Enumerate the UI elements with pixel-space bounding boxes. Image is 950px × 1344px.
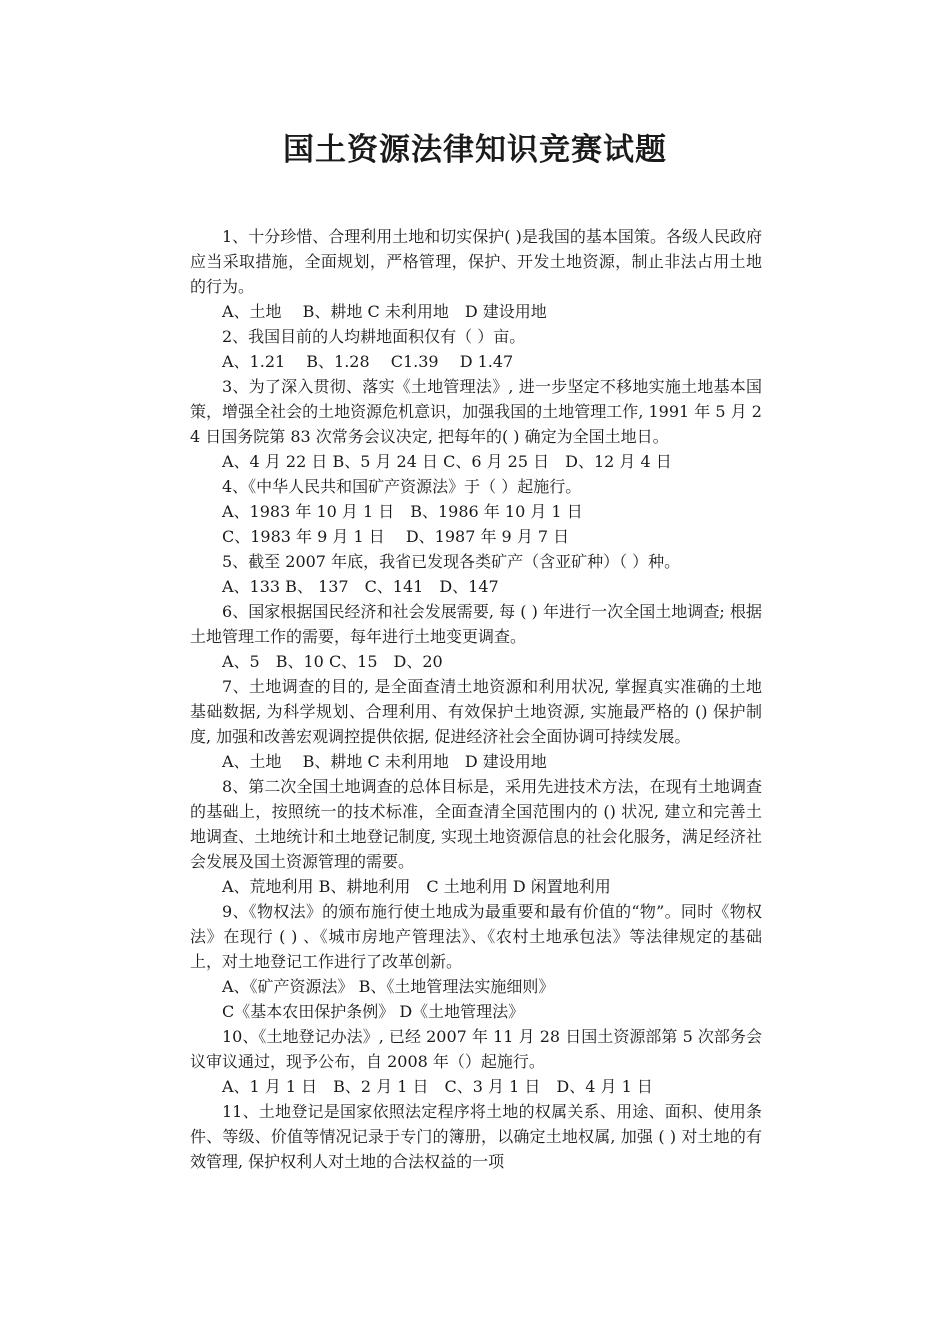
question-8: 8、第二次全国土地调查的总体目标是，采用先进技术方法，在现有土地调查的基础上，按照统一的技术标准，全面查清全国范围内的 () 状况, 建立和完善土地调查、土地统计和土地登记制度, 实现土地资源信息的社会化服务，满足经济社会发展及国土资源管理的需要。 [190,777,762,871]
question-6: 6、国家根据国民经济和社会发展需要, 每 ( ) 年进行一次全国土地调查; 根据土地管理工作的需要，每年进行土地变更调查。 [190,602,762,646]
question-11: 11、土地登记是国家依照法定程序将土地的权属关系、用途、面积、使用条件、等级、价值等情况记录于专门的簿册，以确定土地权属, 加强 ( ) 对土地的有效管理, 保护权利人对土地的合法权益的一项 [190,1102,762,1171]
question-4: 4、《中华人民共和国矿产资源法》于（ ）起施行。 [222,477,582,496]
question-5: 5、截至 2007 年底，我省已发现各类矿产（含亚矿种）（ ）种。 [222,552,681,571]
question-9-options-c-d: C《基本农田保护条例》 D《土地管理法》 [222,1002,525,1021]
question-4-options-a-b: A、1983 年 10 月 1 日 B、1986 年 10 月 1 日 [222,502,583,521]
question-1: 1、十分珍惜、合理利用土地和切实保护( )是我国的基本国策。各级人民政府应当采取措施，全面规划，严格管理，保护、开发土地资源，制止非法占用土地的行为。 [190,227,762,296]
question-7-options: A、土地 B、耕地 C 未利用地 D 建设用地 [222,752,547,771]
question-4-options-c-d: C、1983 年 9 月 1 日 D、1987 年 9 月 7 日 [222,527,570,546]
document-body [190,224,762,1174]
question-9-options-a-b: A、《矿产资源法》 B、《土地管理法实施细则》 [222,977,555,996]
question-2: 2、我国目前的人均耕地面积仅有（ ）亩。 [222,327,526,346]
question-6-options: A、5 B、10 C、15 D、20 [222,652,443,671]
question-5-options: A、133 B、 137 C、141 D、147 [222,577,499,596]
question-9: 9、《物权法》的颁布施行使土地成为最重要和最有价值的“物”。同时《物权法》在现行 ( ) 、《城市房地产管理法》、《农村土地承包法》等法律规定的基础上，对土地登记工作进行了改革创新。 [190,902,762,971]
question-3-options: A、4 月 22 日 B、5 月 24 日 C、6 月 25 日 D、12 月 4 日 [222,452,672,471]
question-10: 10、《土地登记办法》, 已经 2007 年 11 月 28 日国土资源部第 5 次部务会议审议通过，现予公布，自 2008 年（）起施行。 [190,1027,762,1071]
question-2-options: A、1.21 B、1.28 C1.39 D 1.47 [222,352,514,371]
question-7: 7、土地调查的目的, 是全面查清土地资源和利用状况, 掌握真实准确的土地基础数据, 为科学规划、合理利用、有效保护土地资源, 实施最严格的 () 保护制度, 加强和改善宏观调控提供依据, 促进经济社会全面协调可持续发展。 [190,677,762,746]
question-3: 3、为了深入贯彻、落实《土地管理法》, 进一步坚定不移地实施土地基本国策，增强全社会的土地资源危机意识，加强我国的土地管理工作, 1991 年 5 月 24 日国务院第 83 次常务会议决定, 把每年的( ) 确定为全国土地日。 [190,377,762,446]
question-10-options: A、1 月 1 日 B、2 月 1 日 C、3 月 1 日 D、4 月 1 日 [222,1077,653,1096]
document-title: 国土资源法律知识竞赛试题 [283,132,667,168]
question-1-options: A、土地 B、耕地 C 未利用地 D 建设用地 [222,302,547,321]
question-8-options: A、荒地利用 B、耕地利用 C 土地利用 D 闲置地利用 [222,877,611,896]
